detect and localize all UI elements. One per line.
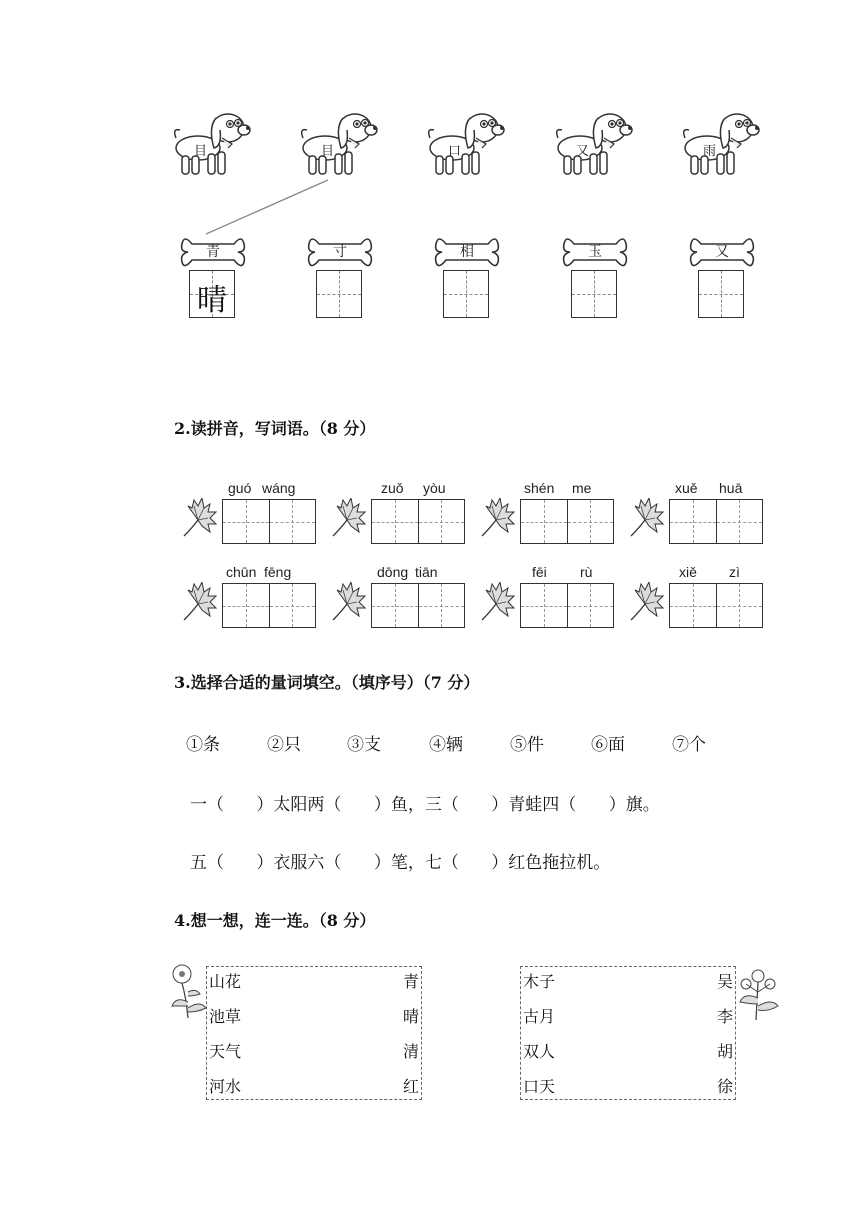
match-box-right — [520, 966, 736, 1100]
writing-grid[interactable] — [669, 499, 763, 544]
dog-picture — [679, 108, 763, 180]
match-word-right[interactable]: 晴 — [402, 1007, 419, 1026]
writing-grid[interactable] — [222, 499, 316, 544]
tianzige-box[interactable] — [698, 270, 744, 318]
writing-cell[interactable] — [670, 584, 716, 627]
section2-heading: 2.读拼音，写词语。（8 分） — [174, 419, 376, 438]
grid-guide — [246, 500, 247, 543]
pinyin-syllable: guó — [228, 480, 252, 496]
writing-cell[interactable] — [223, 500, 269, 543]
measure-word-option: ②只 — [267, 735, 301, 755]
match-word-left[interactable]: 木子 — [523, 972, 556, 991]
measure-word-option: ③支 — [347, 735, 381, 755]
writing-cell[interactable] — [567, 500, 614, 543]
match-word-right[interactable]: 徐 — [716, 1077, 733, 1096]
writing-cell[interactable] — [418, 584, 465, 627]
grid-guide — [339, 271, 340, 317]
example-connect-line — [0, 0, 860, 400]
grid-guide — [441, 584, 442, 627]
grid-guide — [466, 271, 467, 317]
writing-cell[interactable] — [521, 500, 567, 543]
writing-cell[interactable] — [372, 584, 418, 627]
bone-character: 青 — [206, 244, 220, 260]
match-word-right[interactable]: 青 — [402, 972, 419, 991]
grid-guide — [544, 500, 545, 543]
pinyin-syllable: me — [572, 480, 592, 496]
tianzige-box[interactable] — [571, 270, 617, 318]
grid-guide — [292, 500, 293, 543]
dog-character: 雨 — [703, 144, 717, 159]
grid-guide — [693, 584, 694, 627]
pinyin-item — [476, 480, 616, 548]
pinyin-item — [178, 480, 318, 548]
pinyin-syllable: shén — [524, 480, 555, 496]
writing-grid[interactable] — [520, 583, 614, 628]
writing-cell[interactable] — [418, 500, 465, 543]
pinyin-item — [625, 564, 765, 632]
maple-leaf-icon — [625, 498, 665, 542]
maple-leaf-icon — [178, 582, 218, 626]
match-word-right[interactable]: 吴 — [716, 972, 733, 991]
pinyin-syllable: xuě — [675, 480, 698, 496]
match-box-left — [206, 966, 422, 1100]
maple-leaf-icon — [327, 498, 367, 542]
pinyin-syllable: huā — [719, 480, 743, 496]
maple-leaf-icon — [178, 498, 218, 542]
match-word-right[interactable]: 清 — [402, 1042, 419, 1061]
measure-word-option: ⑥面 — [591, 735, 625, 755]
bone-character: 寸 — [333, 244, 347, 260]
writing-grid[interactable] — [222, 583, 316, 628]
pinyin-item — [327, 480, 467, 548]
bone-card — [689, 232, 755, 272]
match-word-left[interactable]: 双人 — [523, 1042, 556, 1061]
dog-character: 又 — [576, 144, 590, 159]
grid-guide — [246, 584, 247, 627]
writing-cell[interactable] — [716, 584, 763, 627]
pinyin-syllable: rù — [580, 564, 593, 580]
bone-card — [434, 232, 500, 272]
maple-leaf-icon — [476, 498, 516, 542]
bone-card — [307, 232, 373, 272]
writing-cell[interactable] — [372, 500, 418, 543]
measure-word-option: ①条 — [186, 735, 220, 755]
pinyin-item — [476, 564, 616, 632]
pinyin-item — [625, 480, 765, 548]
bone-character: 相 — [460, 244, 474, 260]
pinyin-syllable: wáng — [262, 480, 296, 496]
pinyin-syllable: xiě — [679, 564, 697, 580]
maple-leaf-icon — [327, 582, 367, 626]
pinyin-syllable: chūn — [226, 564, 257, 580]
dog-picture — [297, 108, 381, 180]
bone-card — [562, 232, 628, 272]
maple-leaf-icon — [625, 582, 665, 626]
match-word-right[interactable]: 李 — [716, 1007, 733, 1026]
dandelion-icon — [164, 962, 212, 1022]
example-answer: 晴 — [197, 283, 227, 318]
maple-leaf-icon — [476, 582, 516, 626]
dog-picture — [424, 108, 508, 180]
bone-card — [180, 232, 246, 272]
pinyin-item — [327, 564, 467, 632]
pinyin-item — [178, 564, 318, 632]
writing-grid[interactable] — [669, 583, 763, 628]
writing-grid[interactable] — [371, 499, 465, 544]
grid-guide — [739, 500, 740, 543]
pinyin-syllable: tiān — [415, 564, 438, 580]
pinyin-syllable: fēng — [264, 564, 292, 580]
dog-picture — [552, 108, 636, 180]
grid-guide — [693, 500, 694, 543]
writing-cell[interactable] — [521, 584, 567, 627]
match-word-left[interactable]: 山花 — [209, 972, 242, 991]
grid-guide — [590, 500, 591, 543]
grid-guide — [594, 271, 595, 317]
pinyin-syllable: zuǒ — [381, 480, 404, 496]
grid-guide — [590, 584, 591, 627]
grid-guide — [395, 500, 396, 543]
grid-guide — [544, 584, 545, 627]
bone-character: 又 — [715, 244, 729, 260]
dog-picture — [170, 108, 254, 180]
match-word-right[interactable]: 胡 — [716, 1042, 733, 1061]
grid-guide — [739, 584, 740, 627]
writing-cell[interactable] — [223, 584, 269, 627]
writing-cell[interactable] — [716, 500, 763, 543]
grid-guide — [721, 271, 722, 317]
dog-character: 口 — [448, 144, 462, 159]
dog-character: 目 — [194, 144, 208, 159]
tianzige-box[interactable] — [316, 270, 362, 318]
match-word-right[interactable]: 红 — [402, 1077, 419, 1096]
match-word-left[interactable]: 口天 — [523, 1077, 556, 1096]
flower-plant-icon — [734, 962, 782, 1022]
fill-line-2: 五（ ）衣服六（ ）笔，七（ ）红色拖拉机。 — [190, 853, 611, 873]
tianzige-box[interactable] — [189, 270, 235, 318]
pinyin-syllable: zì — [729, 564, 740, 580]
pinyin-syllable: yòu — [423, 480, 446, 496]
writing-grid[interactable] — [371, 583, 465, 628]
section4-heading: 4.想一想，连一连。（8 分） — [174, 911, 376, 930]
pinyin-syllable: dōng — [377, 564, 409, 580]
tianzige-box[interactable] — [443, 270, 489, 318]
bone-character: 玉 — [588, 244, 602, 260]
writing-cell[interactable] — [269, 584, 316, 627]
fill-line-1: 一（ ）太阳两（ ）鱼，三（ ）青蛙四（ ）旗。 — [190, 795, 660, 815]
measure-word-option: ⑦个 — [672, 735, 706, 755]
match-word-left[interactable]: 池草 — [209, 1007, 242, 1026]
writing-cell[interactable] — [567, 584, 614, 627]
match-word-left[interactable]: 天气 — [209, 1042, 242, 1061]
pinyin-syllable: fēi — [532, 564, 547, 580]
grid-guide — [292, 584, 293, 627]
dog-character: 目 — [321, 144, 335, 159]
section3-heading: 3.选择合适的量词填空。（填序号）（7 分） — [174, 673, 480, 692]
match-word-left[interactable]: 古月 — [523, 1007, 556, 1026]
grid-guide — [441, 500, 442, 543]
measure-word-option: ④辆 — [429, 735, 463, 755]
measure-word-option: ⑤件 — [510, 735, 544, 755]
grid-guide — [395, 584, 396, 627]
writing-cell[interactable] — [670, 500, 716, 543]
writing-cell[interactable] — [269, 500, 316, 543]
match-word-left[interactable]: 河水 — [209, 1077, 242, 1096]
writing-grid[interactable] — [520, 499, 614, 544]
